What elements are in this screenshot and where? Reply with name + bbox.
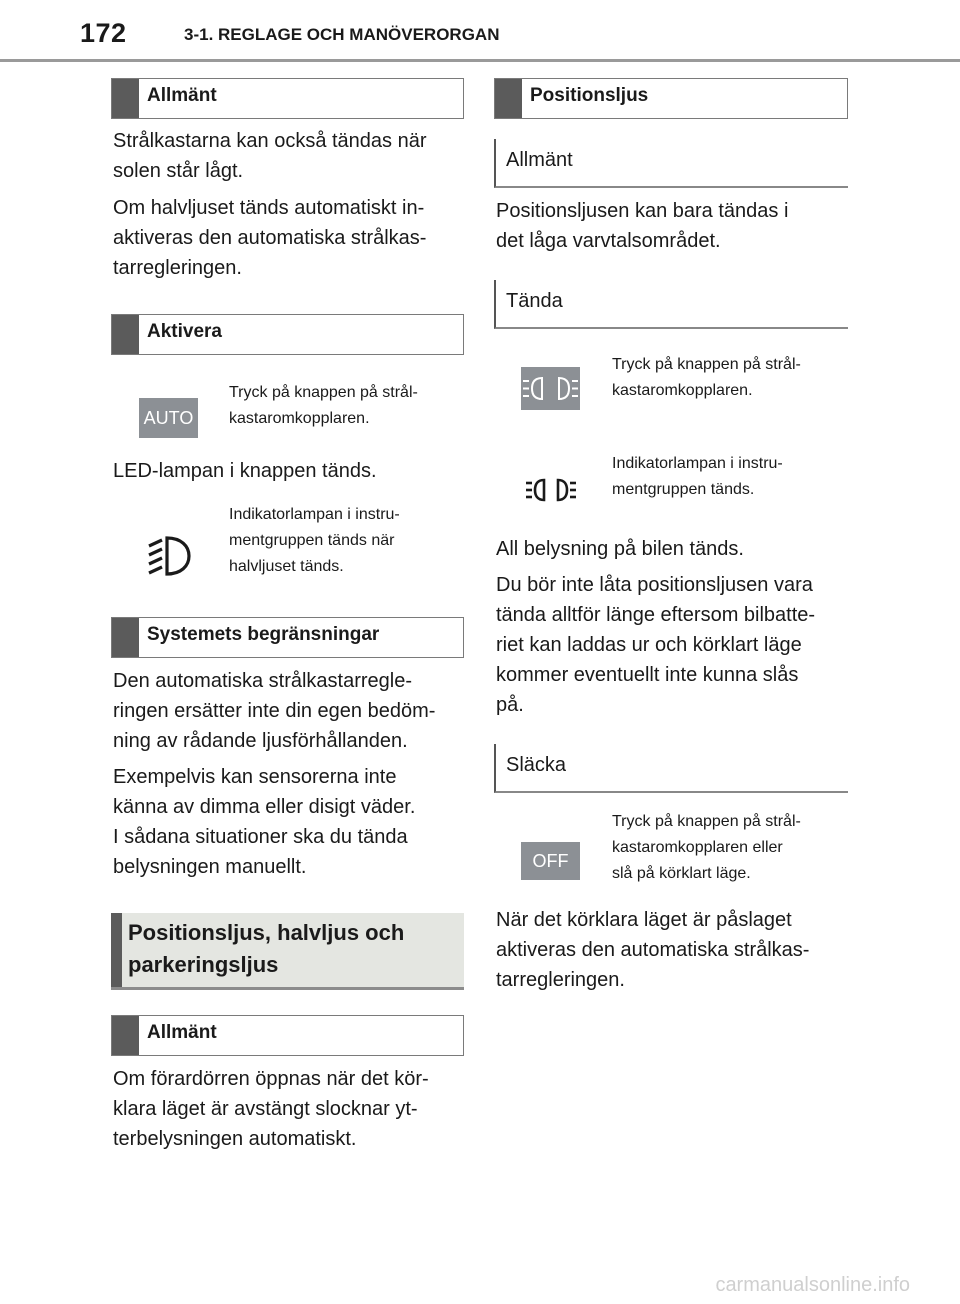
position-light-indicator-icon xyxy=(526,478,576,502)
auto-instruction: Tryck på knappen på strål- kastaromkopplaren. xyxy=(229,384,418,427)
header-rule xyxy=(0,59,960,62)
heading-allmant-2: Allmänt xyxy=(111,1015,464,1056)
watermark: carmanualsonline.info xyxy=(715,1274,910,1296)
section-heading: Positionsljus, halvljus och parkeringsljus xyxy=(111,913,464,990)
paragraph: Strålkastarna kan också tändas när solen står lågt. xyxy=(113,130,427,182)
indicator-instruction: Indikatorlampan i instru- mentgruppen tänds. xyxy=(612,455,783,498)
position-button-instruction: Tryck på knappen på strål- kastaromkopplaren. xyxy=(612,356,801,399)
paragraph: Exempelvis kan sensorerna inte känna av dimma eller disigt väder. I sådana situationer ska du tända belysningen manuellt. xyxy=(113,766,416,878)
paragraph: Positionsljusen kan bara tändas i det låga varvtalsområdet. xyxy=(496,200,789,252)
paragraph: LED-lampan i knappen tänds. xyxy=(113,460,377,482)
paragraph: All belysning på bilen tänds. xyxy=(496,538,744,560)
heading-allmant: Allmänt xyxy=(111,78,464,119)
paragraph: När det körklara läget är påslaget aktiveras den automatiska strålkas- tarregleringen. xyxy=(496,909,810,991)
paragraph: Om halvljuset tänds automatiskt in- aktiveras den automatiska strålkas- tarregleringen. xyxy=(113,197,427,279)
auto-button-icon: AUTO xyxy=(139,398,198,438)
subheading-tanda: Tända xyxy=(494,280,848,329)
paragraph: Om förardörren öppnas när det kör- klara läget är avstängt slocknar yt- terbelysningen automatiskt. xyxy=(113,1068,429,1150)
footer xyxy=(0,1270,960,1300)
page-number: 172 xyxy=(80,18,127,48)
lowbeam-instruction: Indikatorlampan i instru- mentgruppen tänds när halvljuset tänds. xyxy=(229,506,400,575)
paragraph: Den automatiska strålkastarregle- ringen ersätter inte din egen bedöm- ning av rådande ljusförhållanden. xyxy=(113,670,436,752)
heading-systemets-begransningar: Systemets begränsningar xyxy=(111,617,464,658)
heading-positionsljus: Positionsljus xyxy=(494,78,848,119)
page-header xyxy=(0,0,960,62)
heading-aktivera: Aktivera xyxy=(111,314,464,355)
off-instruction: Tryck på knappen på strål- kastaromkopplaren eller slå på körklart läge. xyxy=(612,813,801,882)
off-button-icon: OFF xyxy=(521,842,580,880)
position-light-button-icon xyxy=(521,367,580,410)
position-light-icon xyxy=(521,367,580,410)
paragraph: Du bör inte låta positionsljusen vara tända alltför länge eftersom bilbatte- riet kan laddas ur och körklart läge kommer eventuellt inte kunna slås på. xyxy=(496,574,816,716)
subheading-allmant: Allmänt xyxy=(494,139,848,188)
low-beam-indicator-icon xyxy=(145,534,193,578)
chapter-title: 3-1. REGLAGE OCH MANÖVERORGAN xyxy=(184,25,500,44)
subheading-slacka: Släcka xyxy=(494,744,848,793)
